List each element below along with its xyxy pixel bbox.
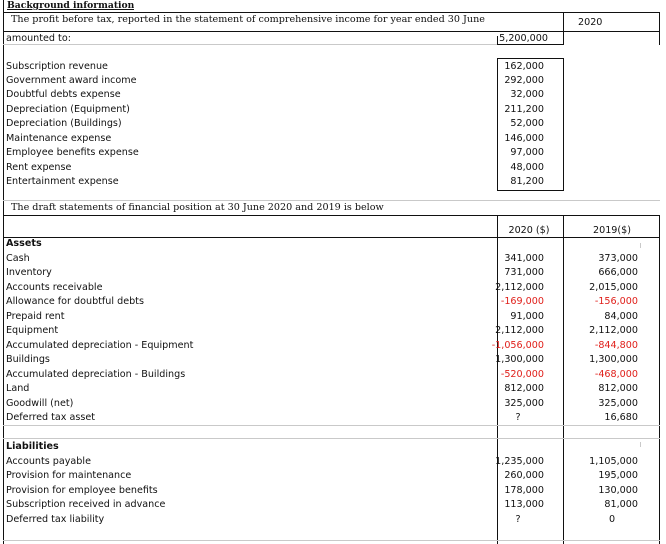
asset-value-2020: -1,056,000 [491, 340, 544, 351]
asset-value-2019: 666,000 [598, 267, 638, 278]
asset-value-2019: 84,000 [604, 311, 638, 322]
asset-value-2019: -156,000 [594, 296, 638, 307]
asset-label: Accounts receivable [6, 282, 103, 293]
income-values-right [563, 58, 564, 191]
intro-rule [3, 31, 660, 32]
liability-value-2020: 178,000 [504, 485, 544, 496]
year-label: 2020 [578, 17, 603, 28]
income-item-label: Rent expense [6, 162, 72, 173]
asset-value-2019: 325,000 [598, 398, 638, 409]
column-header-2020: 2020 ($) [508, 225, 550, 236]
asset-value-2020: 731,000 [504, 267, 544, 278]
asset-label: Equipment [6, 325, 59, 336]
asset-label: Accumulated depreciation - Equipment [6, 340, 194, 351]
income-item-value: 52,000 [510, 118, 544, 129]
grid-tick [640, 243, 641, 248]
asset-value-2019: 2,112,000 [589, 325, 638, 336]
asset-label: Deferred tax asset [6, 412, 96, 423]
column-header-rule [3, 237, 660, 238]
right-border [659, 215, 660, 544]
liability-label: Subscription received in advance [6, 499, 166, 510]
income-item-value: 97,000 [510, 147, 544, 158]
income-item-label: Entertainment expense [6, 176, 119, 187]
header-rule [3, 12, 660, 13]
liability-value-2019: 195,000 [598, 470, 638, 481]
asset-value-2020: -520,000 [500, 369, 544, 380]
assets-heading: Assets [6, 238, 42, 249]
income-item-label: Doubtful debts expense [6, 89, 121, 100]
asset-value-2020: ? [515, 412, 521, 423]
income-item-label: Government award income [6, 75, 137, 86]
asset-label: Prepaid rent [6, 311, 65, 322]
asset-label: Accumulated depreciation - Buildings [6, 369, 186, 380]
asset-value-2020: -169,000 [500, 296, 544, 307]
col2019-divider [563, 215, 564, 544]
left-border [3, 0, 4, 544]
grid-tick [640, 442, 641, 447]
income-item-value: 292,000 [504, 75, 544, 86]
section-title: Background information [7, 0, 135, 10]
liability-value-2019: 0 [608, 514, 616, 525]
position-intro: The draft statements of financial position at 30 June 2020 and 2019 is below [11, 202, 384, 213]
grid-line [3, 425, 660, 426]
grid-line [3, 540, 660, 541]
asset-value-2020: 91,000 [510, 311, 544, 322]
asset-value-2020: 2,112,000 [495, 325, 544, 336]
position-top-rule [3, 215, 660, 216]
liability-label: Provision for employee benefits [6, 485, 158, 496]
asset-label: Goodwill (net) [6, 398, 74, 409]
grid-line [3, 200, 660, 201]
income-item-label: Employee benefits expense [6, 147, 139, 158]
income-item-value: 146,000 [504, 133, 544, 144]
right-border-top [659, 12, 660, 45]
grid-line [3, 438, 660, 439]
liabilities-heading: Liabilities [6, 441, 59, 452]
asset-value-2019: 1,300,000 [589, 354, 638, 365]
intro-text-continued: amounted to: [6, 33, 71, 44]
grid-line [3, 44, 497, 45]
asset-label: Land [6, 383, 30, 394]
asset-value-2020: 2,112,000 [495, 282, 544, 293]
liability-label: Accounts payable [6, 456, 91, 467]
liability-value-2020: ? [515, 514, 521, 525]
asset-value-2019: -844,800 [594, 340, 638, 351]
profit-amount: 5,200,000 [499, 33, 548, 44]
column-header-2019: 2019($) [592, 225, 631, 236]
income-item-value: 32,000 [510, 89, 544, 100]
income-item-value: 81,200 [510, 176, 544, 187]
liability-value-2020: 260,000 [504, 470, 544, 481]
asset-value-2019: -468,000 [594, 369, 638, 380]
asset-label: Cash [6, 253, 30, 264]
liability-value-2019: 81,000 [604, 499, 638, 510]
income-item-label: Maintenance expense [6, 133, 112, 144]
asset-label: Buildings [6, 354, 50, 365]
year-col-divider [563, 12, 564, 45]
income-item-label: Subscription revenue [6, 61, 108, 72]
income-values-top [497, 58, 564, 59]
liability-value-2020: 113,000 [504, 499, 544, 510]
asset-value-2020: 1,300,000 [495, 354, 544, 365]
liability-value-2019: 1,105,000 [589, 456, 638, 467]
asset-value-2019: 812,000 [598, 383, 638, 394]
income-item-value: 211,200 [504, 104, 544, 115]
income-item-value: 48,000 [510, 162, 544, 173]
income-item-label: Depreciation (Equipment) [6, 104, 130, 115]
asset-value-2019: 16,680 [604, 412, 638, 423]
income-values-bottom [497, 190, 564, 191]
asset-label: Inventory [6, 267, 52, 278]
asset-value-2020: 325,000 [504, 398, 544, 409]
asset-label: Allowance for doubtful debts [6, 296, 144, 307]
asset-value-2020: 341,000 [504, 253, 544, 264]
asset-value-2020: 812,000 [504, 383, 544, 394]
income-item-value: 162,000 [504, 61, 544, 72]
liability-label: Provision for maintenance [6, 470, 132, 481]
asset-value-2019: 2,015,000 [589, 282, 638, 293]
liability-value-2019: 130,000 [598, 485, 638, 496]
asset-value-2019: 373,000 [598, 253, 638, 264]
liability-value-2020: 1,235,000 [495, 456, 544, 467]
intro-text: The profit before tax, reported in the statement of comprehensive income for year ended 30 June [11, 14, 485, 25]
income-item-label: Depreciation (Buildings) [6, 118, 122, 129]
liability-label: Deferred tax liability [6, 514, 105, 525]
